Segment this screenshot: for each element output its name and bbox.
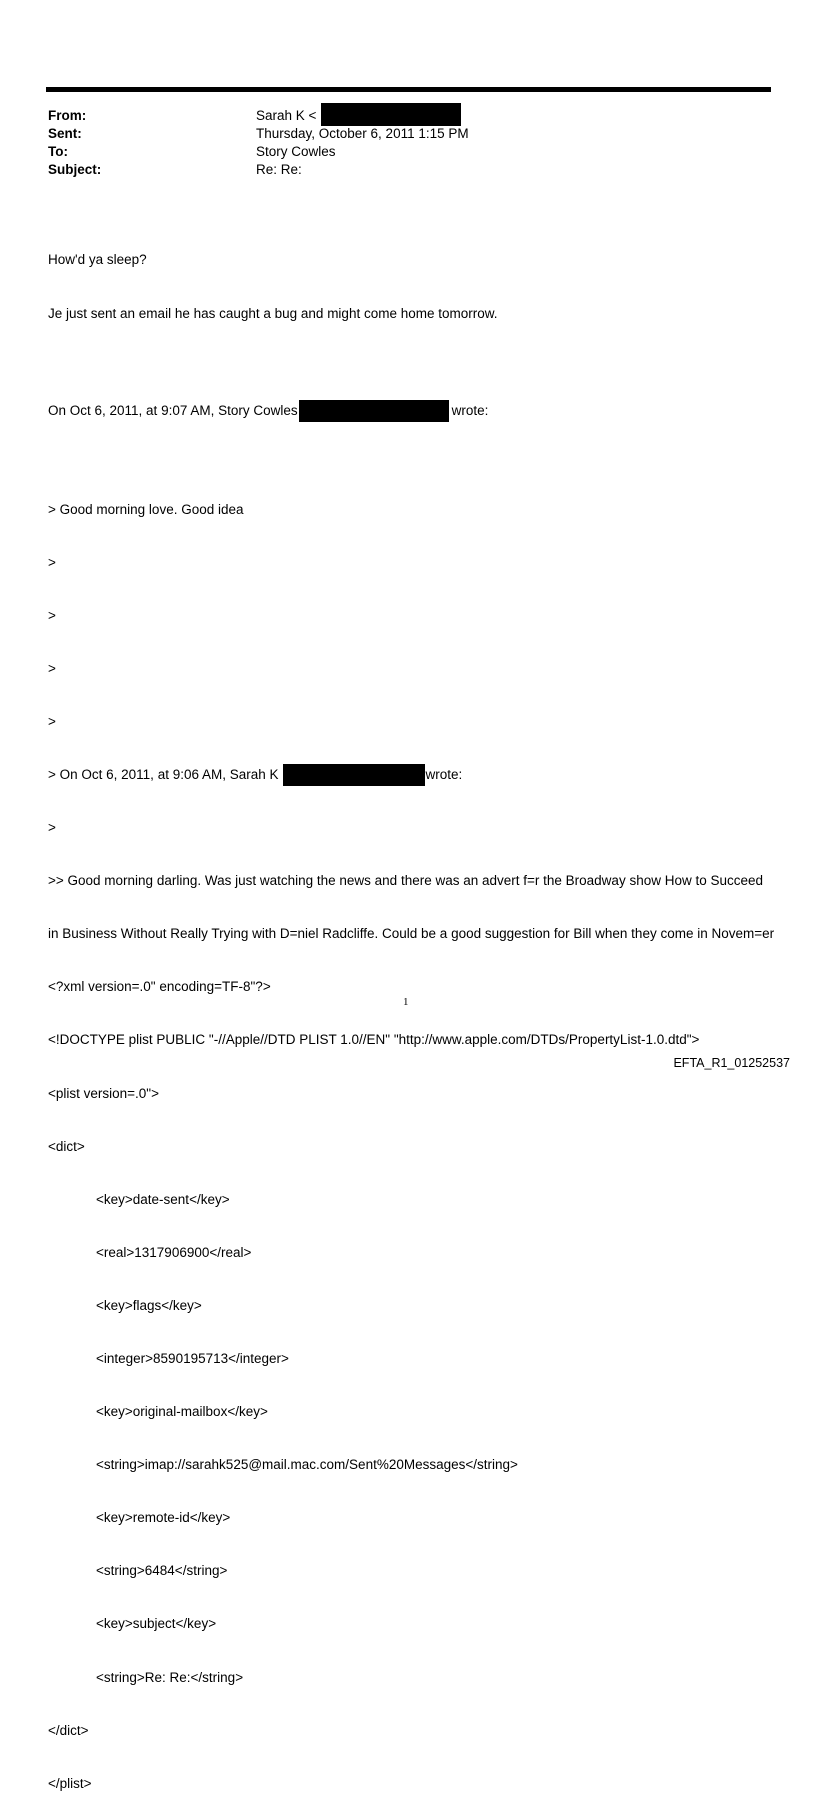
- subject-value: Re: Re:: [256, 162, 302, 177]
- dict-line: <string>imap://sarahk525@mail.mac.com/Sent%20Messages</string>: [96, 1457, 518, 1473]
- to-label: To:: [48, 144, 68, 159]
- subject-row: [48, 161, 748, 179]
- dict-line: <key>flags</key>: [96, 1297, 202, 1313]
- email-header: [48, 107, 748, 179]
- to-value: Story Cowles: [256, 144, 336, 159]
- redaction-box: [299, 400, 449, 422]
- double-quoted-line: >> Good morning darling. Was just watching the news and there was an advert f=r the Broadway show How to Succeed: [48, 873, 764, 889]
- quoted-line: > Good morning love. Good idea: [48, 501, 244, 517]
- quote-attribution: [48, 766, 788, 784]
- sent-label: Sent:: [48, 126, 82, 141]
- quote-attribution-prefix: > On Oct 6, 2011, at 9:06 AM, Sarah K: [48, 766, 279, 782]
- xml-declaration: <?xml version=.0" encoding=TF-8"?>: [48, 979, 271, 995]
- email-body: [48, 216, 788, 1810]
- quoted-line: >: [48, 660, 56, 676]
- quoted-line: >: [48, 713, 56, 729]
- quote-attribution-suffix: wrote:: [425, 766, 463, 782]
- redaction-box: [321, 103, 461, 126]
- dict-line: <key>original-mailbox</key>: [96, 1404, 268, 1420]
- sent-row: [48, 125, 748, 143]
- dict-line: <string>6484</string>: [96, 1563, 228, 1579]
- body-line: Je just sent an email he has caught a bug and might come home tomorrow.: [48, 305, 498, 321]
- dict-line: <integer>8590195713</integer>: [96, 1351, 289, 1366]
- page-number: 1: [403, 996, 409, 1008]
- quote-attribution: [48, 402, 788, 420]
- subject-label: Subject:: [48, 162, 102, 177]
- quoted-line: >: [48, 607, 56, 623]
- redaction-box: [283, 764, 425, 786]
- dict-line: <real>1317906900</real>: [96, 1244, 252, 1260]
- plist-close: </plist>: [48, 1775, 92, 1791]
- from-label: From:: [48, 108, 87, 123]
- from-row: [48, 107, 748, 125]
- body-line: How'd ya sleep?: [48, 252, 147, 268]
- dict-line: <string>Re: Re:</string>: [96, 1669, 244, 1685]
- header-rule: [46, 87, 771, 92]
- to-row: [48, 143, 748, 161]
- bates-number: EFTA_R1_01252537: [673, 1056, 790, 1070]
- dict-line: <key>remote-id</key>: [96, 1510, 231, 1526]
- plist-open: <plist version=.0">: [48, 1085, 159, 1101]
- doctype-line: <!DOCTYPE plist PUBLIC "-//Apple//DTD PLIST 1.0//EN" "http://www.apple.com/DTDs/PropertyList-1.0.dtd">: [48, 1032, 700, 1048]
- from-value: Sarah K <: [256, 108, 317, 123]
- double-quoted-line: in Business Without Really Trying with D=niel Radcliffe. Could be a good suggestion for Bill when they come in Novem=er: [48, 926, 775, 942]
- dict-line: <key>subject</key>: [96, 1616, 217, 1632]
- dict-close: </dict>: [48, 1722, 89, 1738]
- quote-attribution-prefix: On Oct 6, 2011, at 9:07 AM, Story Cowles: [48, 403, 298, 418]
- quoted-line: >: [48, 820, 56, 836]
- dict-line: <key>date-sent</key>: [96, 1191, 230, 1207]
- quoted-line: >: [48, 554, 56, 570]
- quote-attribution-suffix: wrote:: [451, 403, 489, 418]
- dict-open: <dict>: [48, 1138, 85, 1154]
- sent-value: Thursday, October 6, 2011 1:15 PM: [256, 126, 469, 141]
